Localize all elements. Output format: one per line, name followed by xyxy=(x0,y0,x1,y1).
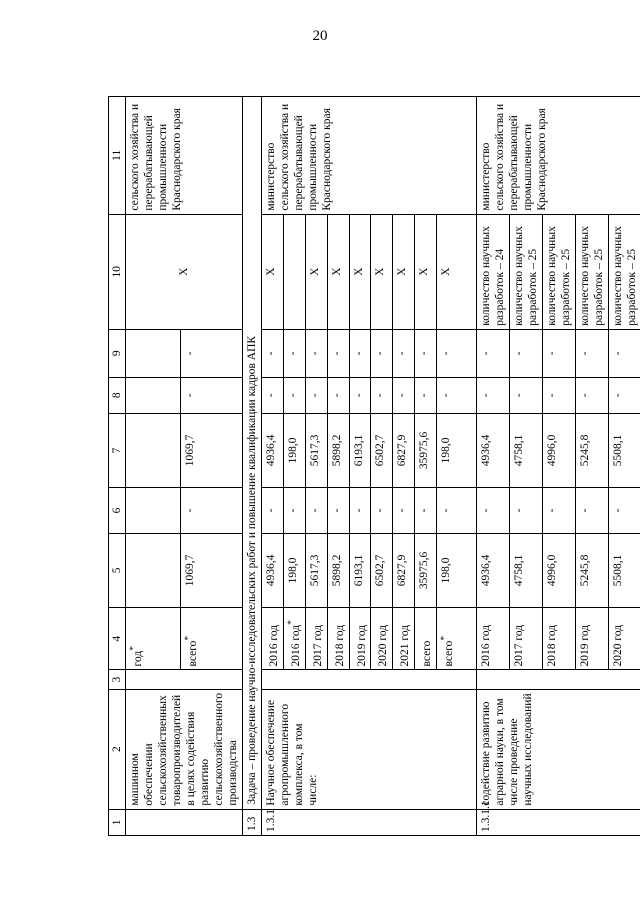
cell-value: 5508,1 xyxy=(609,413,640,487)
cell-value: - xyxy=(262,488,284,534)
cell-value: 4758,1 xyxy=(509,533,542,607)
cell-value: - xyxy=(576,329,609,377)
cell-value: - xyxy=(181,488,243,534)
col-number: 8 xyxy=(109,377,126,413)
cell-value: - xyxy=(327,329,349,377)
cell-empty xyxy=(126,670,243,689)
cell-empty xyxy=(476,670,640,689)
cell-year: 2021 год xyxy=(393,608,415,670)
cell-year: 2018 год xyxy=(327,608,349,670)
cell-year: всего* xyxy=(181,608,243,670)
cell-value: 5508,1 xyxy=(609,533,640,607)
cell-value: 5245,8 xyxy=(576,533,609,607)
program-table xyxy=(108,96,640,836)
cell-value: - xyxy=(436,488,476,534)
cell-year: 2017 год xyxy=(305,608,327,670)
cell-value: - xyxy=(509,329,542,377)
cell-year: 2019 год xyxy=(349,608,371,670)
cell-result: X xyxy=(349,214,371,329)
cell-value: - xyxy=(284,488,306,534)
table-row xyxy=(126,97,181,836)
cell-value: 5245,8 xyxy=(576,413,609,487)
cell-value: - xyxy=(305,329,327,377)
cell-value: - xyxy=(509,488,542,534)
col-number: 1 xyxy=(109,809,126,835)
cell-value: 6502,7 xyxy=(371,413,393,487)
cell-value xyxy=(126,488,181,534)
cell-value: - xyxy=(542,488,575,534)
col-number: 3 xyxy=(109,670,126,689)
col-number: 11 xyxy=(109,97,126,215)
task-number: 1.3 xyxy=(243,809,262,835)
cell-value: - xyxy=(542,329,575,377)
cell-result: X xyxy=(415,214,437,329)
cell-value: - xyxy=(436,377,476,413)
cell-value: 4936,4 xyxy=(476,413,509,487)
cell-value xyxy=(126,377,181,413)
cell-value: - xyxy=(542,377,575,413)
cell-measure: Научное обеспечение агропромышленного комплекса, в том числе: xyxy=(262,689,477,809)
cell-executor: министерство сельского хозяйства и перерабатывающей промышленности Краснодарского края xyxy=(262,97,477,215)
cell-result xyxy=(284,214,306,329)
page-number: 20 xyxy=(312,28,328,44)
cell-value: - xyxy=(262,329,284,377)
cell-value: 198,0 xyxy=(436,533,476,607)
cell-value: - xyxy=(476,488,509,534)
cell-value: - xyxy=(415,488,437,534)
cell-value: 198,0 xyxy=(436,413,476,487)
cell-result: X xyxy=(126,214,243,329)
cell-value: 4936,4 xyxy=(262,413,284,487)
cell-value: - xyxy=(576,488,609,534)
cell-value: - xyxy=(609,377,640,413)
col-number: 6 xyxy=(109,488,126,534)
table-row xyxy=(476,97,509,836)
cell-year: 2020 год xyxy=(371,608,393,670)
task-text: Задача – проведение научно-исследовательских работ и повышение квалификации кадров АПК xyxy=(243,97,262,810)
cell-value: - xyxy=(436,329,476,377)
cell-result: X xyxy=(262,214,284,329)
cell-result: количество научных разработок – 25 xyxy=(509,214,542,329)
cell-result: количество научных разработок – 25 xyxy=(609,214,640,329)
cell-value: 6827,9 xyxy=(393,413,415,487)
col-number: 9 xyxy=(109,329,126,377)
cell-measure: содействие развитию аграрной науки, в том числе проведение научных исследований xyxy=(476,689,640,809)
cell-year: всего xyxy=(415,608,437,670)
cell-result: X xyxy=(436,214,476,329)
cell-value xyxy=(126,413,181,487)
cell-value: - xyxy=(327,377,349,413)
cell-value: 5617,3 xyxy=(305,533,327,607)
col-number: 5 xyxy=(109,533,126,607)
cell-value: - xyxy=(509,377,542,413)
cell-value: - xyxy=(327,488,349,534)
task-row xyxy=(243,97,262,836)
cell-value: 5898,2 xyxy=(327,413,349,487)
cell-year: 2016 год xyxy=(476,608,509,670)
cell-value: 5898,2 xyxy=(327,533,349,607)
cell-value: - xyxy=(476,377,509,413)
cell-value: 35975,6 xyxy=(415,533,437,607)
cell-year: 2019 год xyxy=(576,608,609,670)
cell-value: - xyxy=(371,488,393,534)
cell-year: 2018 год xyxy=(542,608,575,670)
cell-value: - xyxy=(609,329,640,377)
col-number: 4 xyxy=(109,608,126,670)
cell-value: 1069,7 xyxy=(181,413,243,487)
cell-value: 4936,4 xyxy=(262,533,284,607)
table-row xyxy=(262,97,284,836)
cell-value: 4936,4 xyxy=(476,533,509,607)
cell-value: - xyxy=(305,377,327,413)
cell-num: 1.3.1.1 xyxy=(476,809,640,835)
cell-value: 6827,9 xyxy=(393,533,415,607)
cell-value: 1069,7 xyxy=(181,533,243,607)
cell-result: количество научных разработок – 25 xyxy=(576,214,609,329)
cell-value: - xyxy=(371,329,393,377)
cell-num xyxy=(126,809,243,835)
cell-value: 4996,0 xyxy=(542,533,575,607)
cell-value: 6193,1 xyxy=(349,413,371,487)
cell-value: 35975,6 xyxy=(415,413,437,487)
cell-value: - xyxy=(393,377,415,413)
cell-value xyxy=(126,533,181,607)
cell-result: X xyxy=(305,214,327,329)
cell-value: 6193,1 xyxy=(349,533,371,607)
cell-result: X xyxy=(393,214,415,329)
rotated-table-container xyxy=(108,96,639,836)
cell-year: 2016 год* xyxy=(284,608,306,670)
cell-value: 4996,0 xyxy=(542,413,575,487)
column-number-row xyxy=(109,97,126,836)
col-number: 7 xyxy=(109,413,126,487)
cell-year: 2020 год xyxy=(609,608,640,670)
cell-value: - xyxy=(349,329,371,377)
cell-value: - xyxy=(415,329,437,377)
cell-value xyxy=(126,329,181,377)
cell-executor: сельского хозяйства и перерабатывающей промышленности Краснодарского края xyxy=(126,97,243,215)
cell-result: X xyxy=(327,214,349,329)
cell-value: - xyxy=(349,488,371,534)
col-number: 2 xyxy=(109,689,126,809)
cell-num: 1.3.1 xyxy=(262,809,477,835)
cell-measure: машинном обеспечении сельскохозяйственных товаропроизводителей в целях содействия развитию сельскохозяйственного производства xyxy=(126,689,243,809)
cell-value: - xyxy=(576,377,609,413)
cell-value: - xyxy=(181,329,243,377)
cell-value: - xyxy=(393,329,415,377)
cell-value: - xyxy=(609,488,640,534)
cell-value: - xyxy=(284,329,306,377)
cell-value: 5617,3 xyxy=(305,413,327,487)
cell-result: количество научных разработок – 25 xyxy=(542,214,575,329)
cell-executor: министерство сельского хозяйства и перерабатывающей промышленности Краснодарского края xyxy=(476,97,640,215)
cell-value: - xyxy=(476,329,509,377)
cell-year: 2016 год xyxy=(262,608,284,670)
cell-value: 198,0 xyxy=(284,413,306,487)
cell-value: - xyxy=(262,377,284,413)
cell-value: 6502,7 xyxy=(371,533,393,607)
cell-value: - xyxy=(393,488,415,534)
cell-value: 198,0 xyxy=(284,533,306,607)
cell-year: 2017 год xyxy=(509,608,542,670)
cell-value: - xyxy=(284,377,306,413)
cell-value: - xyxy=(305,488,327,534)
cell-value: - xyxy=(415,377,437,413)
cell-year: всего* xyxy=(436,608,476,670)
cell-result: количество научных разработок – 24 xyxy=(476,214,509,329)
cell-empty xyxy=(262,670,477,689)
cell-value: - xyxy=(181,377,243,413)
cell-value: - xyxy=(349,377,371,413)
cell-value: - xyxy=(371,377,393,413)
col-number: 10 xyxy=(109,214,126,329)
cell-year: год* xyxy=(126,608,181,670)
cell-result: X xyxy=(371,214,393,329)
cell-value: 4758,1 xyxy=(509,413,542,487)
